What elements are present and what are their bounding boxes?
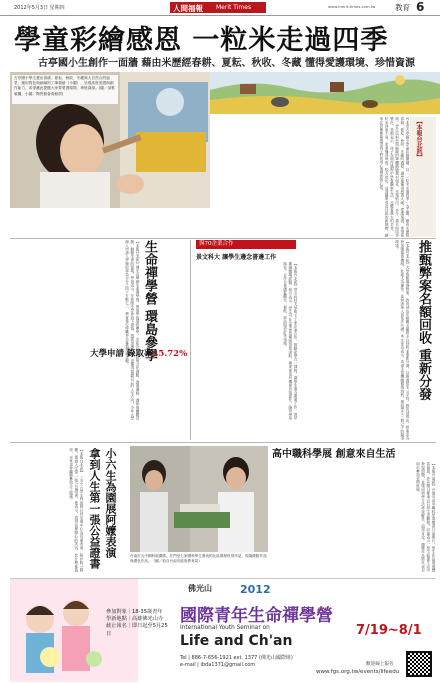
newspaper-logo bbox=[170, 2, 266, 13]
sixth-grader-article-title: 小六生為園展阿嬤表演 拿到人生第一張公益證書 bbox=[88, 448, 117, 569]
lead-article-body: 台北市古亭國小學童彩繪圍牆，以「一粒米走過四季」為主題，藉由米歷經春耕、夏耘、秋收、冬藏的過程，讓學童懂得感恩大地、愛護環境、珍惜資源。學生以對色與細緻的筆觸描繪農村風光，呈現稻田、水牛、農夫與四季變化，老師表示，孩子在創作過程中學會觀察生活，也體會農夫的辛勞，一粒米得來不易，更要懂得珍惜。校方指出，這面牆將成為社區的新地標，讓來往民眾都能感受孩子們的用心與感恩的心意。 bbox=[379, 117, 410, 237]
logo-english: Merit Times bbox=[216, 4, 252, 11]
admission-rate-headline bbox=[90, 347, 187, 359]
ad-info-line: 學新地點｜高雄佛光山寺 bbox=[106, 616, 164, 623]
ad-signup-text: 歡迎線上報名 bbox=[366, 662, 394, 667]
zen-camp-article-body: 【本報台北訊】佛光山舉辦生命禪學營，帶領學員環島參學，走訪各地寺院與文化據點，透過禪修、講座與團體活動，體驗生命的意義。學員表示，在營隊中學會放下煩惱、感恩身邊的人，更懂得規劃自己的人生方向。今年大學個人申請入學錄取率為百分之四十五點七二，教育單位呼籲考生審慎選填志願。 bbox=[125, 240, 140, 420]
science-fair-illustration bbox=[130, 446, 268, 552]
science-fair-photo bbox=[130, 446, 268, 552]
ad-brand-logo: 佛光山 bbox=[188, 583, 212, 593]
box-article-body: 【本報台北訊】景文科技大學與七十家企業合作，推動產學合一課程，讓學生邊念書邊工作，提早累積職場經驗。校方表示，學生可在企業實習期間領取津貼，畢業後也有機會直接留任，縮短學用落差。合作企業涵蓋觀光、餐飲、資訊與設計等領域。 bbox=[283, 262, 298, 420]
page-number: 6 bbox=[416, 0, 425, 14]
ad-url-link[interactable]: www.fgs.org.tw/events/lifeedu bbox=[316, 669, 400, 675]
section-name: 教育 bbox=[395, 3, 410, 12]
admission-rate-value: 45.72% bbox=[152, 349, 188, 359]
ad-email: e-mail | ibda1371@gmail.com bbox=[180, 662, 256, 668]
ad-title-english-small: International Youth Seminar on bbox=[180, 625, 270, 631]
qr-code-icon[interactable] bbox=[406, 651, 432, 677]
zen-camp-article-title: 生命禪學營 環島參學 bbox=[142, 240, 157, 362]
ad-contact-block bbox=[180, 655, 293, 669]
page-headline: 學童彩繪感恩 一粒米走過四季 bbox=[14, 25, 389, 56]
page-subheadline: 古亭國小生創作一面牆 藉由米歷經春耕、夏耘、秋收、冬藏 懂得愛護環境、珍惜資源 bbox=[38, 58, 415, 69]
mural-illustration bbox=[210, 72, 440, 114]
box-article-title: 景文科大 讓學生邊念書邊工作 bbox=[196, 254, 277, 261]
ad-title-english: Life and Ch'an bbox=[180, 633, 293, 649]
website-url: www.merit-times.com.tw bbox=[328, 4, 376, 9]
ad-info-block bbox=[106, 609, 168, 638]
lead-article-dateline: 【本報台北訊】 bbox=[415, 118, 422, 160]
science-fair-article-body: 【本報台南訊】台南市高中職科學展覽會日前舉行，學生作品展現豐富創意，許多題目都來自日常生活觀察。評審表示，學生能從生活中發現問題，並運用科學方法尋找解答，值得肯定。優勝作品將代表台南市參加全國科展。 bbox=[416, 462, 436, 572]
issue-date: 2012年5月3日 星期四 bbox=[14, 5, 65, 11]
ad-year: 2012 bbox=[240, 583, 271, 596]
ad-title-chinese: 國際青年生命禪學營 bbox=[180, 606, 333, 626]
ad-dates: 7/19~8/1 bbox=[356, 623, 422, 638]
mural-photo bbox=[210, 72, 440, 114]
divider bbox=[10, 238, 436, 239]
recommendation-article-body: 【本報台北訊】大學推甄爆發弊案，教育部宣布相關名額將予以回收並重新分發，以維護招生公平性。教育部指出，將要求各校加強審查機制，杜絕人為操作，並對涉案人員依法究辦。考生家長表示，希望主管機關徹查到底，還給學生一個公平的競爭環境。 bbox=[395, 240, 410, 440]
science-fair-title: 高中職科學展 創意來自生活 bbox=[272, 449, 396, 460]
divider bbox=[190, 240, 191, 440]
logo-chinese: 人間福報 bbox=[173, 4, 203, 13]
advertisement bbox=[10, 578, 436, 682]
ad-info-line: 截止報名｜即日起至5月25日 bbox=[106, 623, 168, 637]
ad-phone: Tel | 886-7-656-1921 ext. 1377 (佛光山國際組) bbox=[180, 655, 293, 661]
science-fair-caption: 台南市五中國科展優勝，在門至七家國科學生發表的社區環保科別作品，現場優勝作品與優良作品。（圖／取自台南市政府教育局） bbox=[130, 554, 267, 563]
admission-rate-label: 大學申請 錄取率 bbox=[90, 349, 153, 359]
box-tag: 與70企業合作 bbox=[196, 240, 296, 249]
divider bbox=[10, 442, 436, 443]
main-photo-caption: 古亭國小學生畫出春耕、夏耘、秋收、冬藏與大自然合的風景，運用對色與細緻的工筆描繪（小圖），呈現高度美感與創作能力，希望藉此提醒大家要愛護環境、珍惜資源。(圖／邱惟敏攝，小圖／陶瓷藝會會館供) bbox=[12, 75, 118, 104]
recommendation-article-title: 推甄弊案名額回收 重新分發 bbox=[416, 240, 431, 401]
sixth-grader-article-body: 【本報台北訊】一名小六學生利用假日到安養中心為長輩表演，陪伴阿公阿嬤，獲頒人生第一張公益證書。他表示，看到長輩開心的笑容，比什麼都值得，未來也會繼續參與志工服務。 bbox=[69, 448, 84, 572]
ad-info-line: 參加對象｜18-35歲青年 bbox=[106, 609, 163, 615]
